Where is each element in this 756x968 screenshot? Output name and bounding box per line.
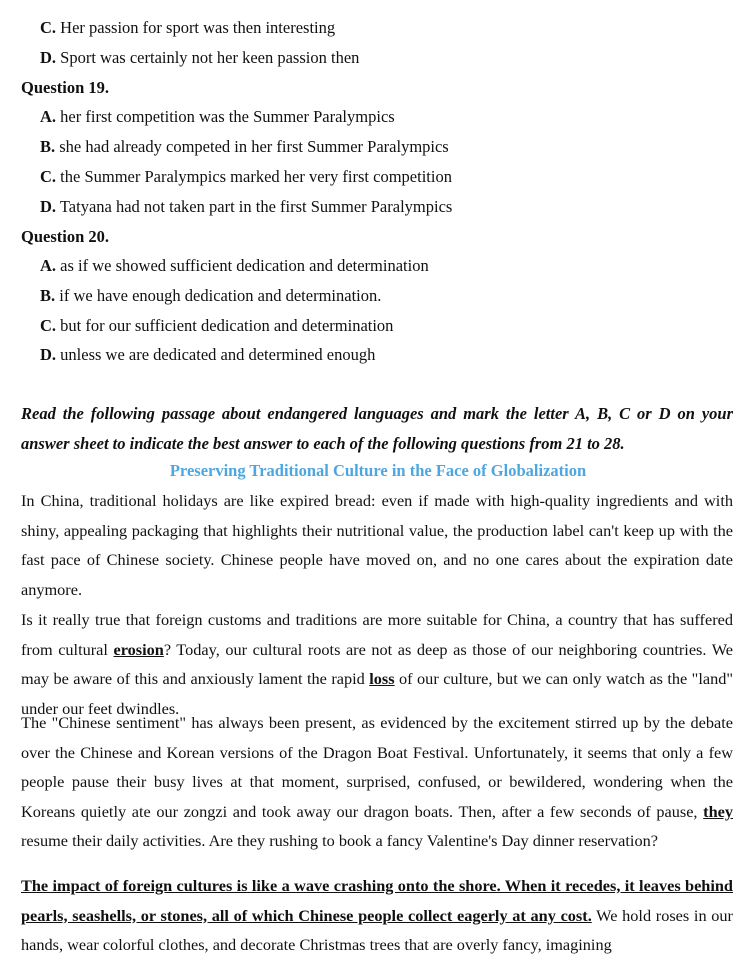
option-letter: B. [40, 286, 56, 305]
q20-option-d [40, 345, 375, 365]
option-letter: C. [40, 167, 57, 186]
question-20-heading: Question 20. [21, 227, 110, 246]
underlined-sentence: The impact of foreign cultures is like a wave crashing onto the shore. When it recedes, it leaves behind pearls, seashells, or stones, all of which Chinese people collect eagerly at any cost. [21, 876, 733, 925]
option-text: as if we showed sufficient dedication and determination [60, 256, 429, 275]
option-text: the Summer Paralympics marked her very first competition [60, 167, 452, 186]
passage-paragraph-2 [21, 605, 733, 723]
option-text: but for our sufficient dedication and determination [60, 316, 394, 335]
text-segment: resume their daily activities. Are they rushing to book a fancy Valentine's Day dinner reservation? [21, 831, 658, 851]
q19-option-a [40, 107, 395, 127]
q19-option-b [40, 137, 449, 157]
q19-option-d [40, 197, 452, 217]
reading-instructions: Read the following passage about endangered languages and mark the letter A, B, C or D on your answer sheet to indicate the best answer to each of the following questions from 21 to 28. [21, 404, 733, 453]
q19-option-c [40, 167, 452, 187]
option-text: unless we are dedicated and determined enough [60, 345, 376, 364]
q18-option-c [40, 18, 335, 38]
text-segment: of our culture, but we can only watch as the "land" under our feet dwindles. [21, 669, 733, 718]
option-letter: D. [40, 48, 57, 67]
q20-option-b [40, 286, 381, 306]
passage-paragraph-1: In China, traditional holidays are like expired bread: even if made with high-quality ingredients and with shiny, appealing packaging that highlights their nutritional value, the production label can't keep up with the fast pace of Chinese society. Chinese people have moved on, and no one cares about the expiration date anymore. [21, 491, 733, 599]
option-letter: D. [40, 345, 57, 364]
option-text: if we have enough dedication and determination. [59, 286, 382, 305]
option-letter: C. [40, 316, 57, 335]
option-text: Tatyana had not taken part in the first Summer Paralympics [59, 197, 453, 216]
passage-paragraph-4 [21, 871, 733, 960]
underlined-word-loss: loss [369, 669, 395, 689]
option-text: she had already competed in her first Summer Paralympics [59, 137, 449, 156]
text-segment: The "Chinese sentiment" has always been present, as evidenced by the excitement stirred up by the debate over the Chinese and Korean versions of the Dragon Boat Festival. Unfortunately, it seems that only a few people pause their busy lives at that moment, surprised, confused, or bewildered, wondering when the Koreans quietly ate our zongzi and took away our dragon boats. Then, after a few seconds of pause, [21, 713, 733, 821]
text-segment: ? Today, our cultural roots are not as deep as those of our neighboring countries. We may be aware of this and anxiously lament the rapid [21, 639, 733, 689]
option-text: her first competition was the Summer Paralympics [60, 107, 395, 126]
question-19-heading: Question 19. [21, 78, 110, 97]
underlined-word-erosion: erosion [113, 639, 164, 659]
text-segment: Is it really true that foreign customs and traditions are more suitable for China, a country that has suffered from cultural [21, 610, 733, 659]
option-letter: D. [40, 197, 57, 216]
q20-option-a [40, 256, 429, 276]
option-letter: A. [40, 107, 57, 126]
q18-option-d [40, 48, 359, 68]
option-letter: B. [40, 137, 56, 156]
option-letter: A. [40, 256, 57, 275]
q20-option-c [40, 316, 393, 336]
option-text: Sport was certainly not her keen passion then [60, 48, 360, 67]
option-text: Her passion for sport was then interesting [60, 18, 336, 37]
underlined-word-they: they [703, 801, 733, 821]
passage-paragraph-3 [21, 708, 733, 856]
passage-title: Preserving Traditional Culture in the Face of Globalization [169, 461, 587, 480]
option-letter: C. [40, 18, 57, 37]
text-segment: We hold roses in our hands, wear colorful clothes, and decorate Christmas trees that are overly fancy, imagining [21, 905, 733, 955]
